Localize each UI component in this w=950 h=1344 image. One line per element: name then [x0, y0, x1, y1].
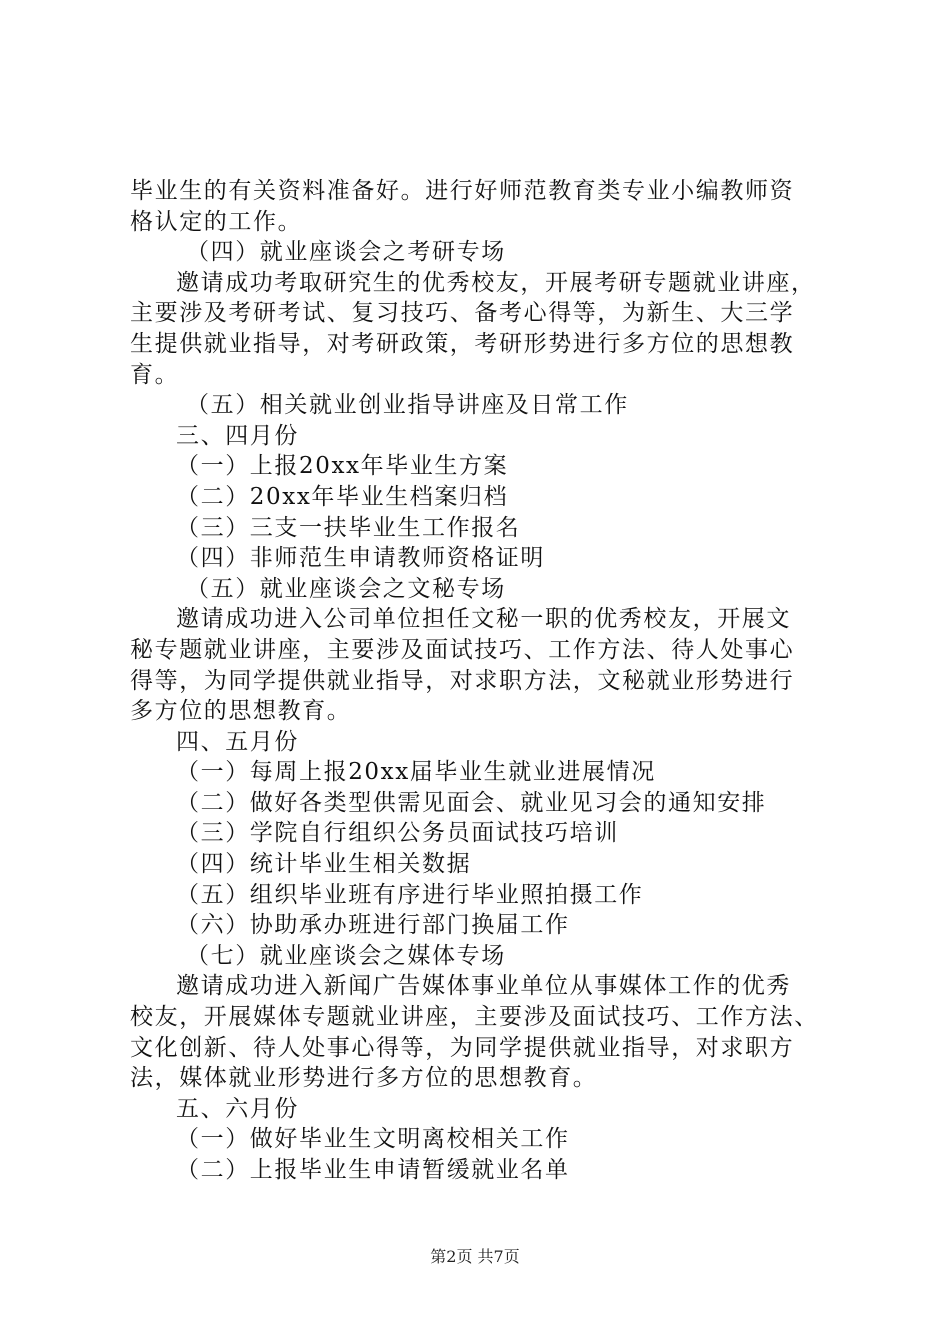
text-line: （一）上报20xx年毕业生方案: [176, 453, 509, 480]
text-line: 主要涉及考研考试、复习技巧、备考心得等，为新生、大三学: [130, 300, 795, 327]
text-line: （五）就业座谈会之文秘专场: [186, 575, 506, 602]
text-line: 多方位的思想教育。: [130, 698, 352, 725]
text-line: 得等，为同学提供就业指导，对求职方法，文秘就业形势进行: [130, 667, 795, 694]
text-line: 育。: [130, 361, 180, 388]
document-body: [130, 176, 830, 1186]
text-line: （五）组织毕业班有序进行毕业照拍摄工作: [176, 881, 644, 908]
text-line: 邀请成功进入新闻广告媒体事业单位从事媒体工作的优秀: [176, 973, 791, 1000]
text-line: 秘专题就业讲座，主要涉及面试技巧、工作方法、待人处事心: [130, 636, 795, 663]
text-line: （三）三支一扶毕业生工作报名: [176, 514, 521, 541]
text-line: 校友，开展媒体专题就业讲座，主要涉及面试技巧、工作方法、: [130, 1004, 819, 1031]
text-line: 文化创新、待人处事心得等，为同学提供就业指导，对求职方: [130, 1034, 795, 1061]
text-line: 格认定的工作。: [130, 208, 303, 235]
text-line: 生提供就业指导，对考研政策，考研形势进行多方位的思想教: [130, 330, 795, 357]
text-line: 三、四月份: [176, 422, 299, 449]
text-line: （七）就业座谈会之媒体专场: [186, 942, 506, 969]
text-line: （二）做好各类型供需见面会、就业见习会的通知安排: [176, 789, 767, 816]
text-line: （五）相关就业创业指导讲座及日常工作: [186, 392, 629, 419]
text-line: （六）协助承办班进行部门换届工作: [176, 912, 570, 939]
text-line: （二）20xx年毕业生档案归档: [176, 483, 509, 510]
page-footer: 第2页 共7页: [430, 1247, 520, 1266]
text-line: 毕业生的有关资料准备好。进行好师范教育类专业小编教师资: [130, 178, 795, 204]
text-line: （四）非师范生申请教师资格证明: [176, 545, 545, 572]
text-line: （三）学院自行组织公务员面试技巧培训: [176, 820, 619, 847]
text-line: 邀请成功考取研究生的优秀校友，开展考研专题就业讲座，: [176, 269, 816, 296]
text-line: 五、六月份: [176, 1095, 299, 1122]
text-line: （一）每周上报20xx届毕业生就业进展情况: [176, 759, 656, 786]
text-line: （二）上报毕业生申请暂缓就业名单: [176, 1157, 570, 1183]
text-line: （四）统计毕业生相关数据: [176, 851, 472, 878]
text-line: （四）就业座谈会之考研专场: [186, 239, 506, 266]
text-line: （一）做好毕业生文明离校相关工作: [176, 1126, 570, 1153]
text-line: 四、五月份: [176, 728, 299, 755]
text-line: 邀请成功进入公司单位担任文秘一职的优秀校友，开展文: [176, 606, 791, 633]
text-line: 法，媒体就业形势进行多方位的思想教育。: [130, 1065, 598, 1092]
